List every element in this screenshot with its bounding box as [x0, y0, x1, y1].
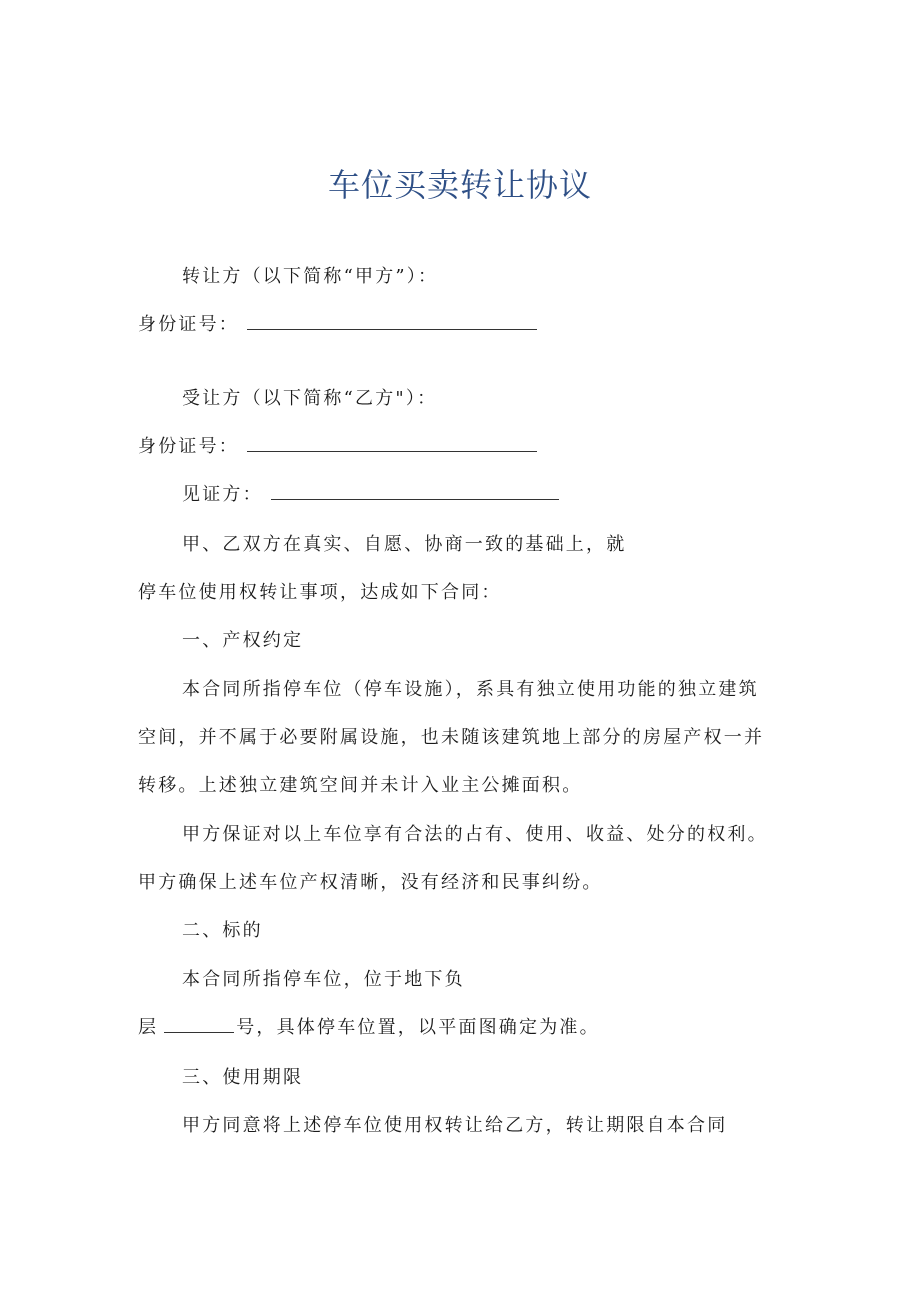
- intro-line-1: 甲、乙双方在真实、自愿、协商一致的基础上，就: [182, 534, 627, 555]
- section3-line-1: 甲方同意将上述停车位使用权转让给乙方，转让期限自本合同: [182, 1115, 728, 1136]
- section1-p1-line-1: 本合同所指停车位（停车设施），系具有独立使用功能的独立建筑: [182, 679, 759, 700]
- section1-p1-line-3: 转移。上述独立建筑空间并未计入业主公摊面积。: [138, 775, 583, 796]
- section2-line-2-prefix: 层: [138, 1017, 159, 1038]
- witness-blank: [271, 483, 559, 500]
- witness-row: [182, 483, 559, 507]
- transferor-label: 转让方（以下简称“甲方”）：: [182, 266, 439, 287]
- transferor-id-label: 身份证号：: [138, 314, 239, 335]
- section2-heading: 二、标的: [182, 920, 263, 941]
- section2-line-2-suffix: 号，具体停车位置，以平面图确定为准。: [236, 1017, 600, 1038]
- transferee-label: 受让方（以下简称“乙方"）：: [182, 388, 438, 409]
- section1-p2-line-1: 甲方保证对以上车位享有合法的占有、使用、收益、处分的权利。: [182, 824, 768, 845]
- parking-number-blank: [164, 1016, 234, 1033]
- section1-heading: 一、产权约定: [182, 630, 304, 651]
- section1-p1-line-2: 空间，并不属于必要附属设施，也未随该建筑地上部分的房屋产权一并: [138, 727, 765, 748]
- document-title: 车位买卖转让协议: [327, 166, 592, 204]
- transferee-id-label: 身份证号：: [138, 436, 239, 457]
- section2-line-1: 本合同所指停车位，位于地下负: [182, 969, 465, 990]
- section1-p2-line-2: 甲方确保上述车位产权清晰，没有经济和民事纠纷。: [138, 872, 603, 893]
- transferor-id-row: [138, 313, 537, 337]
- transferor-id-blank: [247, 313, 537, 330]
- section3-heading: 三、使用期限: [182, 1067, 304, 1088]
- section2-line-2: [138, 1016, 600, 1040]
- witness-label: 见证方：: [182, 484, 263, 505]
- intro-line-2: 停车位使用权转让事项，达成如下合同：: [138, 582, 502, 603]
- transferee-id-row: [138, 435, 537, 459]
- transferee-id-blank: [247, 435, 537, 452]
